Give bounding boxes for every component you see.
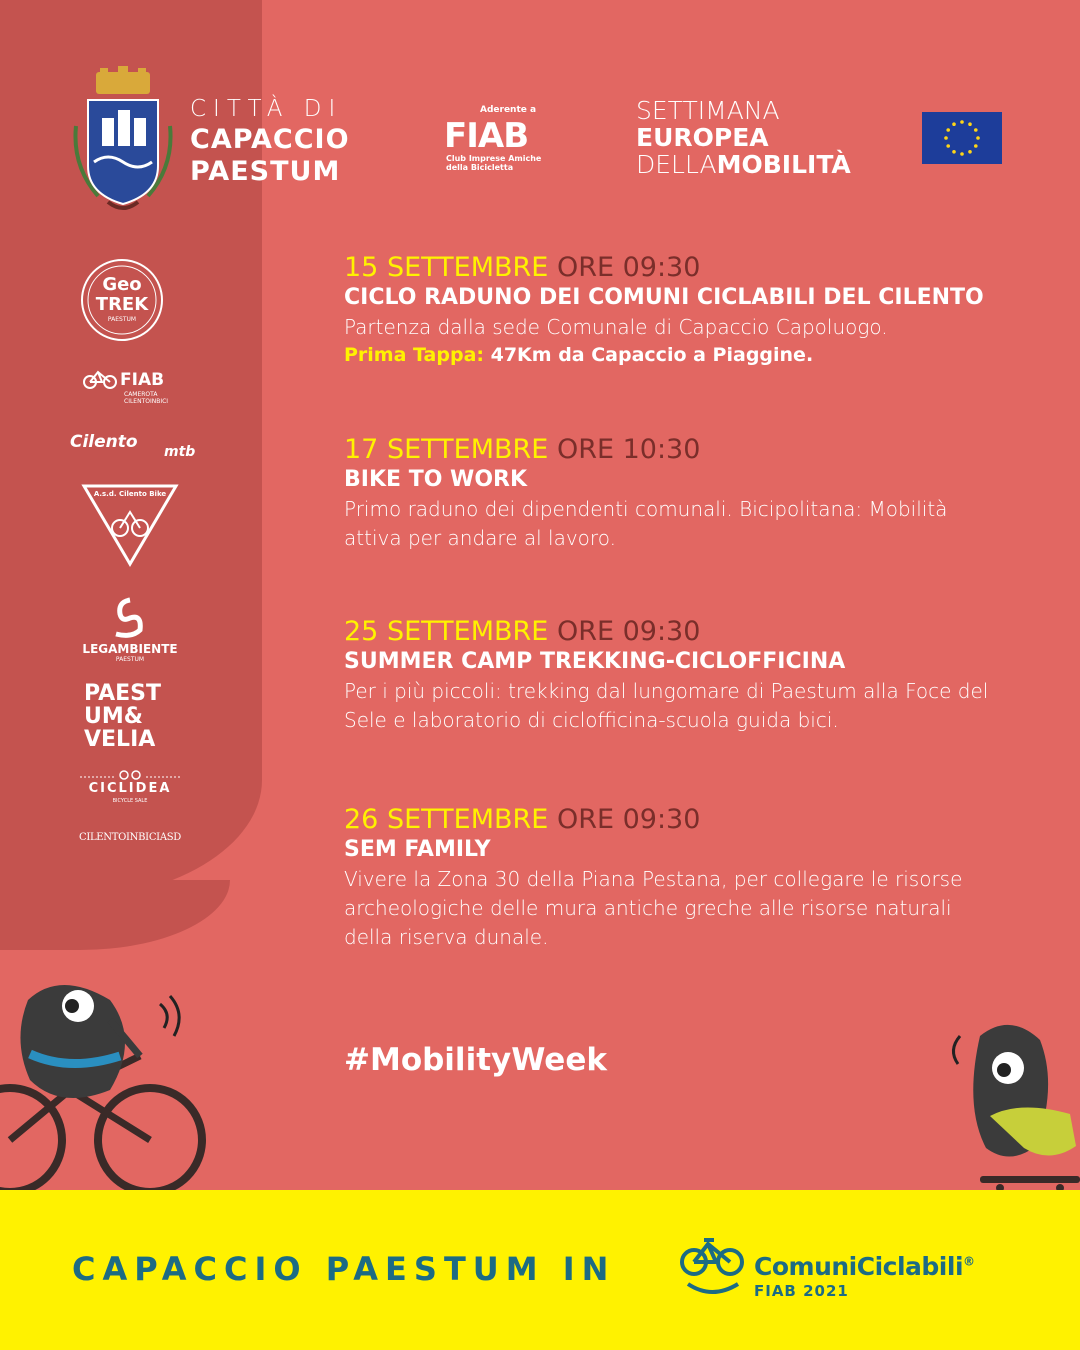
fiab-camerota-sub1: CAMEROTA	[124, 391, 158, 398]
event-description: Primo raduno dei dipendenti comunali. Bicipolitana: Mobilità attiva per andare al lavoro.	[344, 497, 948, 551]
event-title: SUMMER CAMP TREKKING-CICLOFFICINA	[344, 649, 846, 675]
events-list	[344, 252, 1044, 952]
legambiente-logo	[70, 596, 190, 666]
sem-line3a: DELLA	[636, 150, 717, 179]
legambiente-sub: PAESTUM	[115, 656, 145, 663]
event-item	[344, 616, 1044, 804]
fiab-bottom-line1: Club Imprese Amiche	[446, 154, 542, 163]
event-title: SEM FAMILY	[344, 837, 491, 863]
event-date: 15 SETTEMBRE	[344, 252, 549, 283]
event-time: ORE 10:30	[556, 434, 701, 465]
city-line1: CITTÀ DI	[190, 96, 343, 122]
city-name-logo	[190, 98, 350, 185]
city-line2: CAPACCIO	[190, 124, 350, 155]
event-heading	[344, 616, 1044, 647]
event-item	[344, 804, 1044, 952]
paestum-velia-line3: VELIA	[84, 727, 156, 753]
geotrek-line2: TREK	[95, 294, 149, 315]
footer-banner	[0, 1190, 1080, 1350]
bicycle-icon	[82, 368, 118, 390]
event-time: ORE 09:30	[556, 252, 701, 283]
event-highlight-text: 47Km da Capaccio a Piaggine.	[484, 344, 814, 367]
cyclist-mascot-icon	[0, 960, 230, 1190]
event-highlight	[344, 344, 1044, 366]
legambiente-main: LEGAMBIENTE	[82, 642, 178, 656]
sem-line3b: MOBILITÀ	[716, 150, 851, 179]
comuniciclabili-reg: ®	[963, 1254, 975, 1269]
ciclidea-main: CICLIDEA	[88, 781, 172, 796]
fiab-camerota-logo	[82, 366, 182, 410]
comuniciclabili-sub: FIAB 2021	[754, 1282, 849, 1300]
event-date: 17 SETTEMBRE	[344, 434, 549, 465]
fiab-camerota-sub2: CILENTOINBICI	[124, 398, 169, 405]
event-date: 25 SETTEMBRE	[344, 616, 549, 647]
event-highlight-label: Prima Tappa:	[344, 344, 484, 367]
swan-icon	[108, 596, 152, 640]
footer-text: CAPACCIO PAESTUM IN	[72, 1250, 616, 1288]
skater-mascot-icon	[940, 1016, 1080, 1192]
cilento-bike-label: A.s.d. Cilento Bike	[93, 490, 167, 498]
cilentoinbici-main: CILENTOINBICIASD	[78, 832, 182, 843]
sem-line1: SETTIMANA	[636, 96, 780, 125]
eu-flag-icon	[922, 112, 1002, 164]
sem-line3	[636, 152, 851, 177]
header	[0, 60, 1080, 220]
cilento-bike-logo	[80, 482, 180, 568]
ciclidea-sub: BICYCLE SALE	[112, 798, 148, 804]
event-description: Vivere la Zona 30 della Piana Pestana, per collegare le risorse archeologiche delle mura antiche greche alle risorse naturali della riserva dunale.	[344, 867, 963, 950]
ciclidea-logo	[80, 768, 180, 804]
geotrek-line1: Geo	[102, 274, 142, 295]
event-heading	[344, 252, 1044, 283]
comuniciclabili-logo	[680, 1230, 1040, 1310]
paestum-velia-line1: PAEST	[84, 681, 162, 706]
sidebar-curve	[0, 880, 230, 950]
comuniciclabili-name-text: ComuniCiclabili	[754, 1252, 964, 1281]
geotrek-logo	[80, 250, 164, 348]
hashtag: #MobilityWeek	[344, 1042, 607, 1078]
fiab-main-text: FIAB	[444, 116, 529, 156]
paestum-velia-logo	[84, 682, 184, 758]
fiab-top-text: Aderente a	[480, 105, 537, 115]
event-item	[344, 252, 1044, 434]
cilento-mtb-main: Cilento	[70, 432, 138, 452]
event-title: CICLO RADUNO DEI COMUNI CICLABILI DEL CILENTO	[344, 285, 984, 311]
city-crest-icon	[68, 66, 178, 216]
event-description: Per i più piccoli: trekking dal lungomare di Paestum alla Foce del Sele e laboratorio di ciclofficina-scuola guida bici.	[344, 679, 989, 733]
fiab-bottom-line2: della Bicicletta	[446, 162, 514, 172]
cilento-mtb-logo	[70, 430, 200, 466]
sem-line2: EUROPEA	[636, 123, 769, 152]
event-item	[344, 434, 1044, 616]
ciclidea-bike-icon	[80, 768, 180, 780]
city-line3: PAESTUM	[190, 156, 341, 187]
geotrek-line3: PAESTUM	[107, 316, 137, 323]
paestum-velia-line2: UM&	[84, 704, 143, 730]
event-title: BIKE TO WORK	[344, 467, 528, 493]
fiab-bottom-text	[446, 155, 541, 173]
cilento-mtb-sub: mtb	[164, 444, 196, 460]
sem-logo	[636, 98, 851, 177]
event-time: ORE 09:30	[556, 804, 701, 835]
comuniciclabili-bike-icon	[680, 1232, 746, 1302]
cilentoinbici-logo	[68, 832, 192, 848]
event-heading	[344, 804, 1044, 835]
event-date: 26 SETTEMBRE	[344, 804, 549, 835]
event-description: Partenza dalla sede Comunale di Capaccio Capoluogo.	[344, 315, 888, 340]
fiab-logo	[444, 106, 544, 176]
event-time: ORE 09:30	[556, 616, 701, 647]
fiab-camerota-main: FIAB	[120, 370, 165, 390]
event-heading	[344, 434, 1044, 465]
comuniciclabili-name	[754, 1252, 975, 1281]
